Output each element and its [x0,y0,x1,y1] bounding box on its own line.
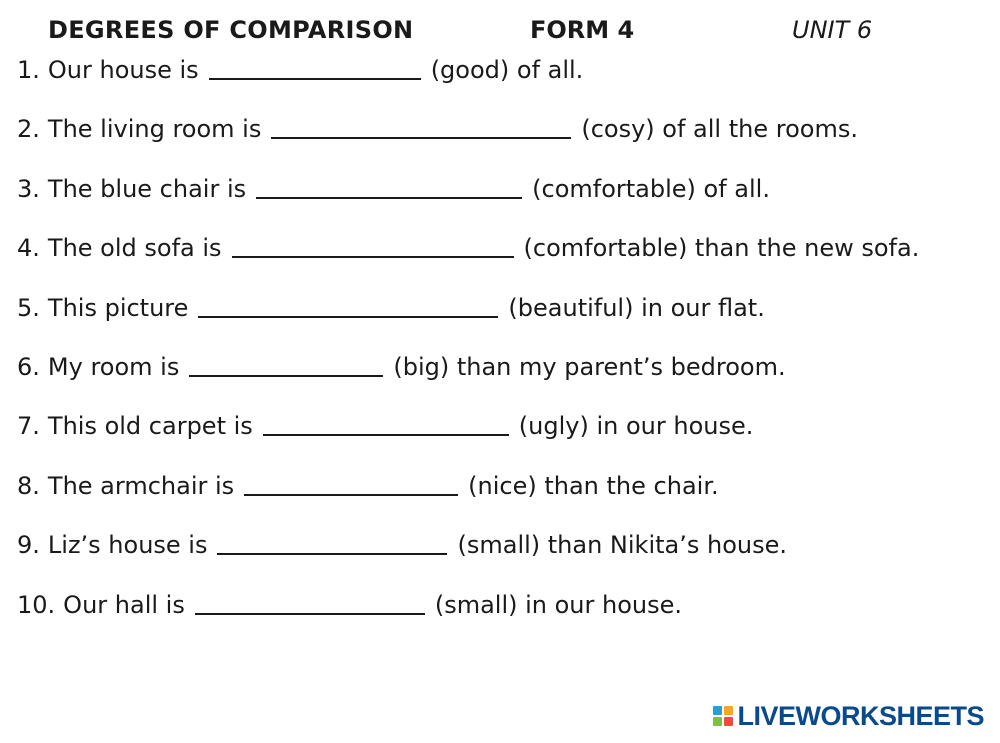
logo-mark-icon [713,706,733,726]
sentence-end: (big) than my parent’s bedroom. [393,352,786,381]
answer-blank[interactable] [271,111,571,139]
logo-square [724,706,733,715]
answer-blank[interactable] [198,290,498,318]
sentence-end: (comfortable) of all. [532,174,770,203]
exercise-item [17,171,919,230]
answer-blank[interactable] [209,52,421,80]
sentence-start: This picture [47,293,189,322]
logo-square [713,706,722,715]
logo-square [724,717,733,726]
sentence-start: Our hall is [63,590,185,619]
exercise-item [17,111,919,170]
exercise-item [17,468,919,527]
form-label: FORM 4 [530,16,635,44]
exercise-item [17,230,919,289]
item-number: 9. [17,531,40,560]
answer-blank[interactable] [189,349,383,377]
sentence-start: The living room is [47,115,262,144]
sentence-start: The armchair is [47,471,235,500]
exercise-item [17,52,919,111]
answer-blank[interactable] [232,230,514,258]
liveworksheets-logo [713,701,984,731]
logo-text: LIVEWORKSHEETS [737,700,984,731]
answer-blank[interactable] [244,468,458,496]
sentence-end: (ugly) in our house. [518,412,754,441]
answer-blank[interactable] [217,527,447,555]
sentence-start: The blue chair is [47,174,247,203]
item-number: 1. [17,56,40,84]
sentence-end: (beautiful) in our flat. [508,293,765,322]
worksheet-title: DEGREES OF COMPARISON [48,16,414,44]
sentence-start: Our house is [47,56,199,84]
worksheet-header [48,14,968,46]
exercise-item [17,349,919,408]
answer-blank[interactable] [263,408,509,436]
sentence-end: (cosy) of all the rooms. [581,115,858,144]
sentence-end: (nice) than the chair. [468,471,719,500]
exercise-list [17,52,919,646]
sentence-end: (good) of all. [430,56,584,84]
answer-blank[interactable] [256,171,522,199]
exercise-item [17,408,919,467]
item-number: 6. [17,352,40,381]
item-number: 7. [17,412,40,441]
sentence-start: My room is [47,352,180,381]
exercise-item [17,527,919,586]
item-number: 2. [17,115,40,144]
logo-square [713,717,722,726]
sentence-end: (comfortable) than the new sofa. [523,234,920,263]
item-number: 10. [17,590,56,619]
sentence-end: (small) than Nikita’s house. [457,531,788,560]
item-number: 5. [17,293,40,322]
item-number: 3. [17,174,40,203]
sentence-start: Liz’s house is [47,531,208,560]
exercise-item [17,587,919,646]
exercise-item [17,290,919,349]
sentence-end: (small) in our house. [434,590,683,619]
unit-label: UNIT 6 [792,16,873,44]
sentence-start: This old carpet is [47,412,253,441]
sentence-start: The old sofa is [47,234,222,263]
answer-blank[interactable] [195,587,425,615]
item-number: 8. [17,471,40,500]
item-number: 4. [17,234,40,263]
